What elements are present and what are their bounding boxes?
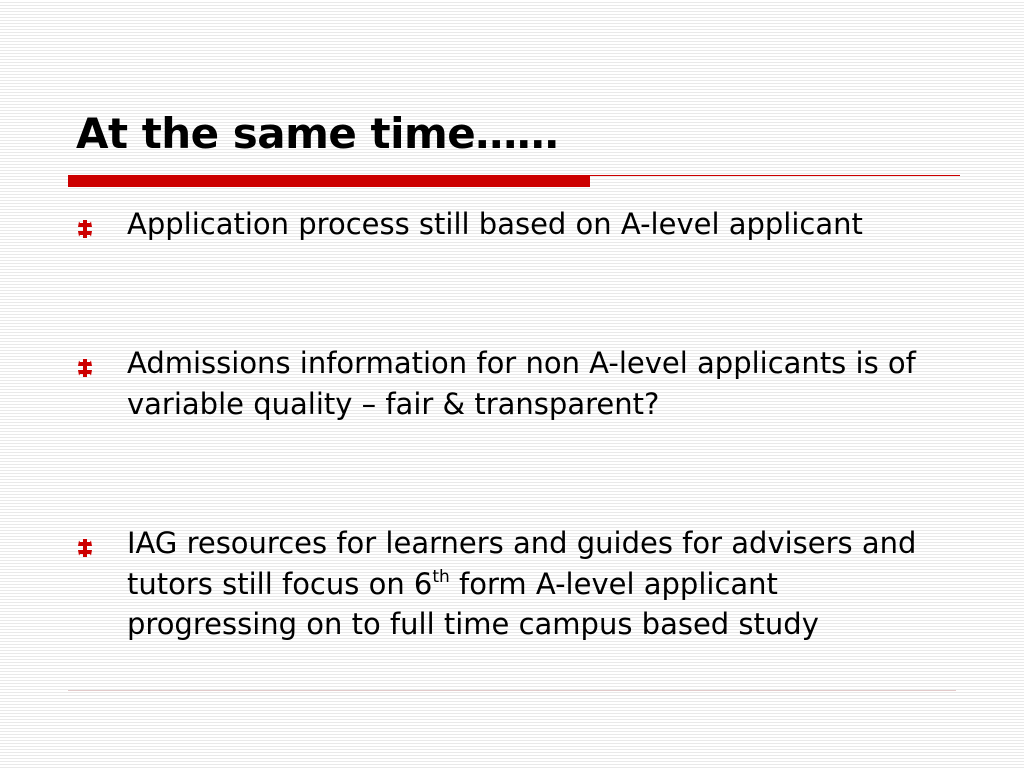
title-underline-thick [68, 175, 590, 187]
red-cross-bullet-icon [75, 538, 95, 558]
bullet-text-part: form A-level applicant progressing on to full time campus based study [127, 566, 819, 641]
superscript: th [432, 566, 450, 587]
footer-divider [68, 690, 956, 691]
title-underline-thin [590, 175, 960, 176]
slide-title: At the same time…… [76, 109, 559, 158]
bullet-text [127, 523, 917, 645]
bullet-text-part: IAG resources for learners and guides for advisers and tutors still focus on 6 [127, 526, 917, 601]
bullet-text: Application process still based on A-level applicant [127, 207, 863, 241]
red-cross-bullet-icon [75, 219, 95, 239]
red-cross-bullet-icon [75, 358, 95, 378]
bullet-text: Admissions information for non A-level applicants is of variable quality – fair & transparent? [127, 346, 916, 421]
